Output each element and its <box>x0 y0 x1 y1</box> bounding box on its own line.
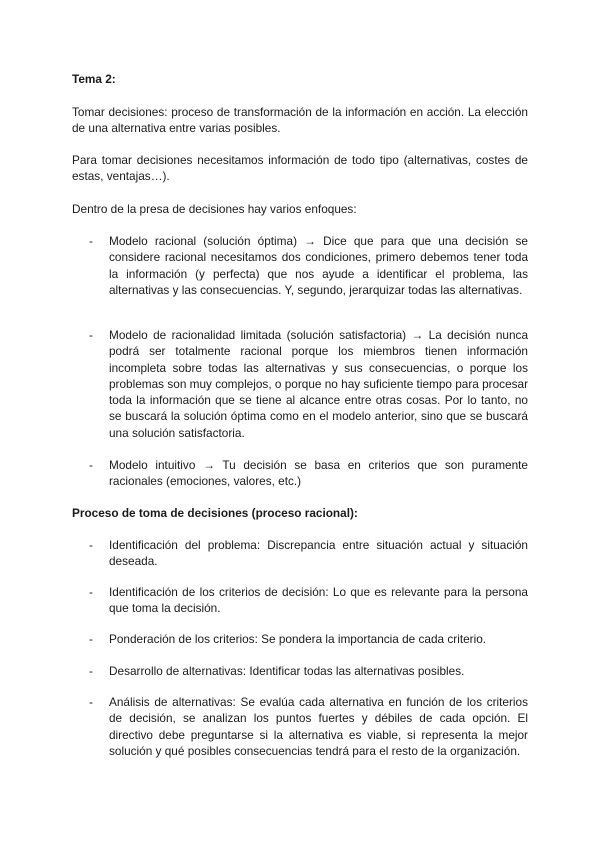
list-item-alternatives-development <box>89 663 528 679</box>
list-item-alternatives-analysis <box>89 694 528 759</box>
information-paragraph: Para tomar decisiones necesitamos información de todo tipo (alternativas, costes de estas, ventajas…). <box>72 153 528 184</box>
bullet-dash: - <box>89 458 93 472</box>
list-item-problem-identification <box>89 537 528 570</box>
list-item-rational-model <box>89 233 528 298</box>
bullet-dash: - <box>89 632 93 646</box>
list-item-criteria-identification <box>89 584 528 617</box>
list-item-text: Identificación de los criterios de decisión: Lo que es relevante para la persona que toma la decisión. <box>109 585 528 616</box>
bullet-dash: - <box>89 538 93 552</box>
process-heading: Proceso de toma de decisiones (proceso racional): <box>72 506 358 520</box>
intro-paragraph: Tomar decisiones: proceso de transformación de la información en acción. La elección de una alternativa entre varias posibles. <box>72 105 528 136</box>
list-item-text: Ponderación de los criterios: Se pondera la importancia de cada criterio. <box>109 632 487 646</box>
bullet-dash: - <box>89 585 93 599</box>
list-item-intuitive-model <box>89 457 528 490</box>
bullet-dash: - <box>89 664 93 678</box>
list-item-text: Modelo de racionalidad limitada (solución satisfactoria) → La decisión nunca podrá ser totalmente racional porque los miembros tienen información incompleta sobre todas las alternativas y sus consecuencias, o porque los problemas son muy complejos, o porque no hay suficiente tiempo para procesar toda la información que se tiene al alcance entre otras cosas. Por lo tanto, no se buscará la solución óptima como en el modelo anterior, sino que se buscará una solución satisfactoria. <box>109 328 529 440</box>
list-item-bounded-rationality-model <box>89 327 528 441</box>
list-item-text: Modelo intuitivo → Tu decisión se basa en criterios que son puramente racionales (emociones, valores, etc.) <box>109 458 528 489</box>
approaches-intro-paragraph: Dentro de la presa de decisiones hay varios enfoques: <box>72 202 357 216</box>
list-item-text: Modelo racional (solución óptima) → Dice que para que una decisión se considere racional necesitamos dos condiciones, primero debemos tener toda la información (y perfecta) que nos ayude a identificar el problema, las alternativas y las consecuencias. Y, segundo, jerarquizar todas las alternativas. <box>109 234 528 297</box>
list-item-text: Desarrollo de alternativas: Identificar todas las alternativas posibles. <box>109 664 465 678</box>
bullet-dash: - <box>89 234 93 248</box>
list-item-criteria-weighting <box>89 631 528 647</box>
bullet-dash: - <box>89 695 93 709</box>
list-item-text: Análisis de alternativas: Se evalúa cada alternativa en función de los criterios de decisión, se analizan los puntos fuertes y débiles de cada opción. El directivo debe preguntarse si la alternativa es viable, si representa la mejor solución y qué posibles consecuencias tendrá para el resto de la organización. <box>109 695 528 758</box>
document-title: Tema 2: <box>72 72 116 86</box>
list-item-text: Identificación del problema: Discrepancia entre situación actual y situación deseada. <box>109 538 528 569</box>
bullet-dash: - <box>89 328 93 342</box>
